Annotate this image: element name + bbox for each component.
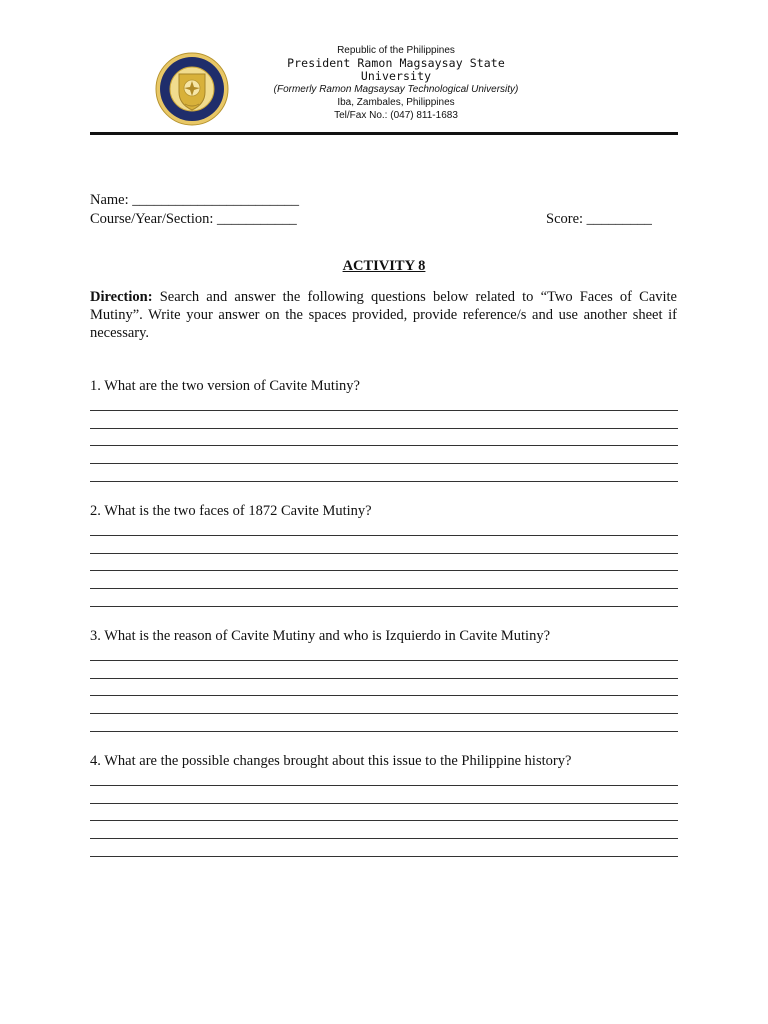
score-field: Score: _________ bbox=[546, 211, 652, 227]
course-year-section-field: Course/Year/Section: ___________ bbox=[90, 211, 297, 227]
answer-line[interactable] bbox=[90, 535, 678, 536]
answer-line[interactable] bbox=[90, 820, 678, 821]
answer-line[interactable] bbox=[90, 838, 678, 839]
answer-line[interactable] bbox=[90, 445, 678, 446]
answer-line[interactable] bbox=[90, 606, 678, 607]
answer-lines-1 bbox=[90, 410, 678, 498]
activity-title: ACTIVITY 8 bbox=[342, 258, 426, 274]
header-divider bbox=[90, 132, 678, 135]
university-seal-logo bbox=[155, 52, 229, 126]
answer-line[interactable] bbox=[90, 713, 678, 714]
letterhead bbox=[250, 44, 542, 122]
answer-line[interactable] bbox=[90, 463, 678, 464]
answer-lines-3 bbox=[90, 660, 678, 748]
direction-paragraph bbox=[90, 288, 677, 342]
answer-line[interactable] bbox=[90, 731, 678, 732]
direction-label: Direction: bbox=[90, 289, 153, 305]
question-4: 4. What are the possible changes brought about this issue to the Philippine history? bbox=[90, 753, 572, 769]
formerly-line: (Formerly Ramon Magsaysay Technological University) bbox=[273, 84, 519, 95]
name-field: Name: _______________________ bbox=[90, 192, 300, 208]
answer-line[interactable] bbox=[90, 803, 678, 804]
telfax-line: Tel/Fax No.: (047) 811-1683 bbox=[334, 110, 458, 121]
answer-line[interactable] bbox=[90, 785, 678, 786]
answer-line[interactable] bbox=[90, 678, 678, 679]
answer-line[interactable] bbox=[90, 553, 678, 554]
question-1: 1. What are the two version of Cavite Mutiny? bbox=[90, 378, 360, 394]
direction-text: Search and answer the following questions below related to “Two Faces of Cavite Mutiny”. Write your answer on the spaces provided, provide reference/s and use another sheet if necessary. bbox=[90, 289, 677, 341]
answer-line[interactable] bbox=[90, 695, 678, 696]
answer-lines-4 bbox=[90, 785, 678, 873]
republic-line: Republic of the Philippines bbox=[337, 45, 455, 56]
university-name: President Ramon Magsaysay State University bbox=[287, 56, 505, 83]
answer-line[interactable] bbox=[90, 856, 678, 857]
answer-line[interactable] bbox=[90, 410, 678, 411]
address-line: Iba, Zambales, Philippines bbox=[337, 97, 455, 108]
answer-line[interactable] bbox=[90, 588, 678, 589]
question-2: 2. What is the two faces of 1872 Cavite Mutiny? bbox=[90, 503, 372, 519]
question-3: 3. What is the reason of Cavite Mutiny and who is Izquierdo in Cavite Mutiny? bbox=[90, 628, 551, 644]
answer-line[interactable] bbox=[90, 481, 678, 482]
answer-line[interactable] bbox=[90, 428, 678, 429]
answer-line[interactable] bbox=[90, 660, 678, 661]
answer-lines-2 bbox=[90, 535, 678, 623]
answer-line[interactable] bbox=[90, 570, 678, 571]
